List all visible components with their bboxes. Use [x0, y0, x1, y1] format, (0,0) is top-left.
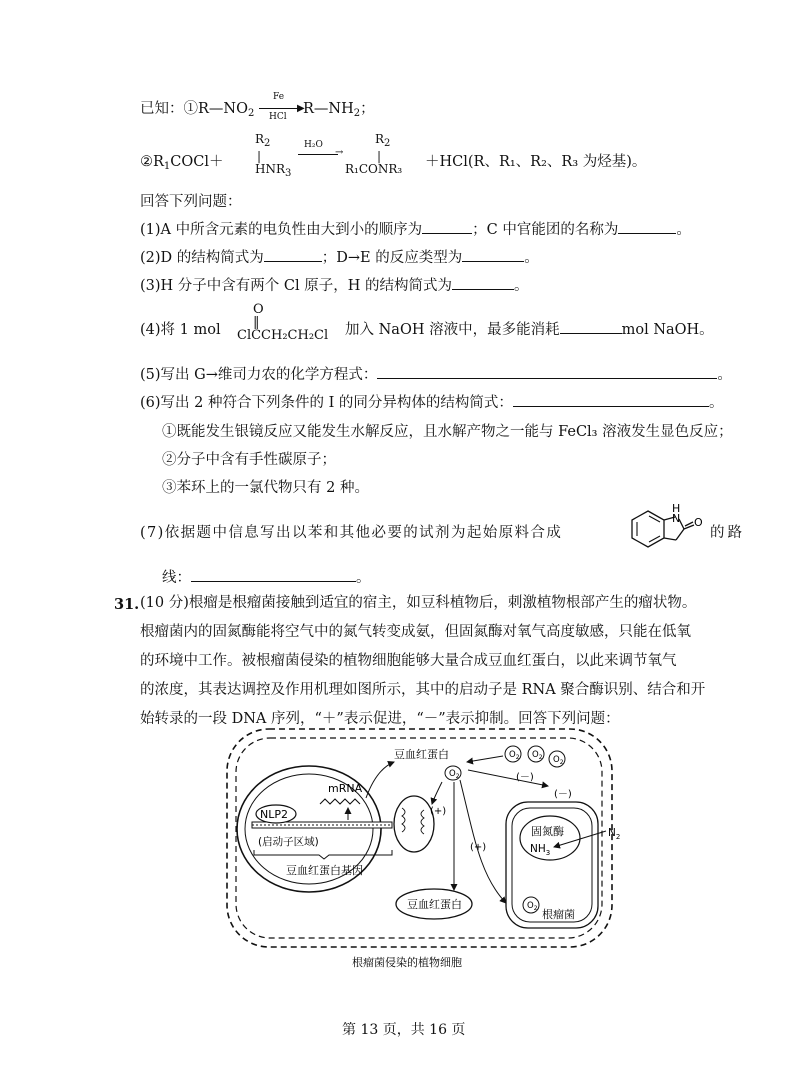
mitochondrion	[394, 796, 434, 852]
svg-text:O2: $O_2$	[527, 901, 538, 912]
known-eq2: $②R_1COCl+$	[140, 154, 224, 172]
known-intro: 已知：	[140, 101, 184, 117]
eq2-amine: $R_2$ | $HNR_3$	[255, 132, 292, 179]
promoter-label: (启动子区域)	[258, 836, 319, 848]
gene-bracket	[254, 850, 392, 859]
plus-label-2: (+)	[470, 842, 487, 853]
gene-label: 豆血红蛋白基因	[286, 864, 363, 877]
protein-top-label: 豆血红蛋白	[394, 748, 449, 761]
answer-blank[interactable]	[513, 392, 709, 407]
question-4: (4)将 1 mol	[140, 322, 221, 338]
eq2-product: $R_2$ | R₁CONR₃	[345, 132, 403, 176]
diagram-caption: 根瘤菌侵染的植物细胞	[352, 956, 462, 969]
svg-text:O2: $O_2$	[553, 755, 564, 766]
answer-blank[interactable]	[422, 219, 472, 234]
reaction-arrow: Fe ▶ HCl	[259, 102, 303, 116]
question-7: (7)依据题中信息写出以苯和其他必要的试剂为起始原料合成	[140, 525, 563, 541]
nitrogenase-label: 固氮酶	[531, 825, 564, 838]
plus-label-1: (+)	[430, 806, 447, 817]
mrna-strand	[320, 799, 360, 804]
eq2-tail: ＋HCl(R、R₁、R₂、R₃ 为烃基)。	[425, 154, 647, 170]
question-7-line2: 线： 。	[162, 566, 371, 587]
nh-label-h: H	[672, 502, 681, 515]
answer-blank[interactable]	[191, 567, 356, 582]
carbonyl-o: O	[694, 516, 703, 529]
nlp2-label: NLP2	[260, 808, 288, 821]
q6-condition-3: ③苯环上的一氯代物只有 2 种。	[162, 480, 369, 496]
answer-blank[interactable]	[452, 275, 514, 290]
nh-label-n: N	[672, 512, 681, 525]
svg-text:O2: $O_2$	[509, 750, 520, 761]
known-eq1: 已知：$①R—NO_2$ Fe ▶ HCl $R—NH_2$；	[140, 92, 375, 122]
question-7-end: 的路	[710, 525, 745, 541]
answer-blank[interactable]	[377, 364, 717, 379]
q4-formula: O ‖ ClCCH₂CH₂Cl	[237, 302, 329, 343]
page-footer: 第 13 页，共 16 页	[342, 1022, 466, 1038]
n2-label: $N_2$	[608, 827, 621, 841]
mrna-label: mRNA	[328, 782, 363, 795]
svg-text:O2: $O_2$	[449, 769, 460, 780]
q6-condition-2: ②分子中含有手性碳原子；	[162, 452, 336, 468]
eq2-arrow: H₂O →	[298, 142, 342, 162]
question-4-rest: 加入 NaOH 溶液中，最多能消耗 mol NaOH。	[345, 318, 714, 339]
answer-blank[interactable]	[618, 219, 676, 234]
indolinone-structure	[628, 502, 708, 557]
question-3: (3)H 分子中含有两个 Cl 原子，H 的结构简式为 。	[140, 274, 529, 295]
question-31-text: (10 分)根瘤是根瘤菌接触到适宜的宿主，如豆科植物后，刺激植物根部产生的瘤状物。 根瘤菌内的固氮酶能将空气中的氮气转变成氨，但固氮酶对氧气高度敏感，只能在低氧 的环境中工作。被根瘤菌侵染的植物细胞能够大量合成豆血红蛋白，以此来调节氧气 的浓度，其表达调控及作用机理如图所示，其中的启动子是 RNA 聚合酶识别、结合和开 始转录的一段 DNA 序列，“＋”表示促进，“－”表示抑制。回答下列问题：	[140, 595, 706, 727]
question-31-number: 31.	[114, 596, 140, 613]
svg-text:O2: $O_2$	[532, 750, 543, 761]
minus-label-1: (－)	[516, 772, 534, 783]
nh3-label: $NH_3$	[530, 843, 551, 857]
question-2: (2)D 的结构简式为 ；D→E 的反应类型为 。	[140, 246, 539, 267]
answer-blank[interactable]	[264, 247, 322, 262]
answer-blank[interactable]	[560, 319, 622, 334]
minus-label-2: (－)	[554, 789, 572, 800]
questions-header: 回答下列问题：	[140, 194, 242, 210]
question-5: (5)写出 G→维司力农的化学方程式： 。	[140, 363, 732, 384]
bacteria-label: 根瘤菌	[542, 908, 575, 921]
protein-bottom-label: 豆血红蛋白	[407, 898, 462, 911]
q6-condition-1: ①既能发生银镜反应又能发生水解反应，且水解产物之一能与 FeCl₃ 溶液发生显色反应；	[162, 424, 733, 440]
answer-blank[interactable]	[462, 247, 524, 262]
question-6: (6)写出 2 种符合下列条件的 I 的同分异构体的结构简式： 。	[140, 391, 723, 412]
question-1: (1)A 中所含元素的电负性由大到小的顺序为 ；C 中官能团的名称为 。	[140, 218, 691, 239]
nodule-cell-diagram	[224, 726, 621, 970]
